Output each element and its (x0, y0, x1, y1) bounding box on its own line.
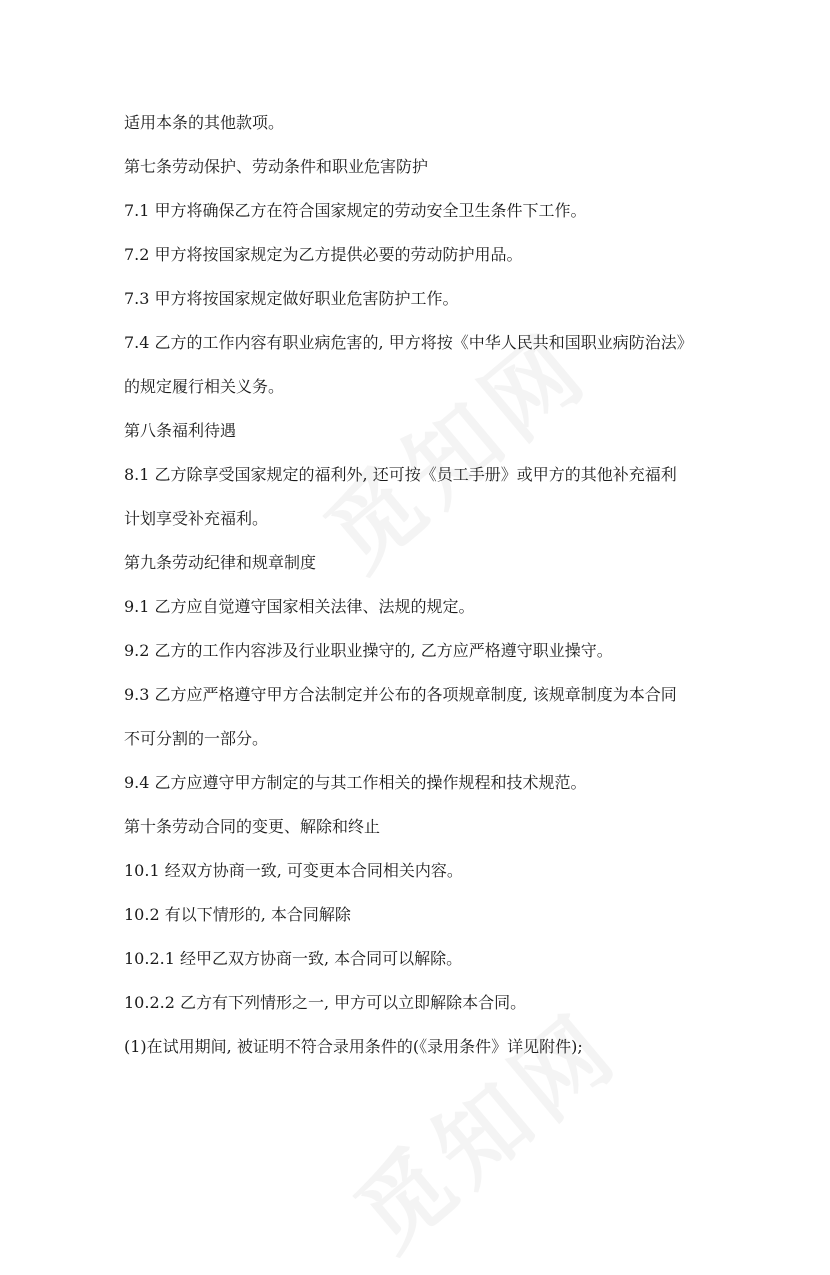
paragraph-line: 10.1 经双方协商一致, 可变更本合同相关内容。 (124, 861, 463, 880)
paragraph-line: 9.3 乙方应严格遵守甲方合法制定并公布的各项规章制度, 该规章制度为本合同 (124, 685, 677, 704)
paragraph-line: 的规定履行相关义务。 (124, 377, 285, 396)
section-heading: 第八条福利待遇 (124, 421, 237, 440)
paragraph-line: (1)在试用期间, 被证明不符合录用条件的(《录用条件》详见附件); (124, 1037, 583, 1056)
paragraph-line: 不可分割的一部分。 (124, 729, 269, 748)
section-heading: 第七条劳动保护、劳动条件和职业危害防护 (124, 157, 429, 176)
section-heading: 第十条劳动合同的变更、解除和终止 (124, 817, 381, 836)
paragraph-line: 7.1 甲方将确保乙方在符合国家规定的劳动安全卫生条件下工作。 (124, 201, 587, 220)
paragraph-line: 9.1 乙方应自觉遵守国家相关法律、法规的规定。 (124, 597, 475, 616)
paragraph-line: 计划享受补充福利。 (124, 509, 269, 528)
section-heading: 第九条劳动纪律和规章制度 (124, 553, 317, 572)
paragraph-line: 9.4 乙方应遵守甲方制定的与其工作相关的操作规程和技术规范。 (124, 773, 587, 792)
paragraph-line: 7.4 乙方的工作内容有职业病危害的, 甲方将按《中华人民共和国职业病防治法》 (124, 333, 693, 352)
paragraph-line: 7.3 甲方将按国家规定做好职业危害防护工作。 (124, 289, 459, 308)
paragraph-line: 10.2 有以下情形的, 本合同解除 (124, 905, 351, 924)
paragraph-line: 10.2.2 乙方有下列情形之一, 甲方可以立即解除本合同。 (124, 993, 527, 1012)
paragraph-line: 9.2 乙方的工作内容涉及行业职业操守的, 乙方应严格遵守职业操守。 (124, 641, 613, 660)
paragraph-line: 10.2.1 经甲乙双方协商一致, 本合同可以解除。 (124, 949, 463, 968)
paragraph-line: 8.1 乙方除享受国家规定的福利外, 还可按《员工手册》或甲方的其他补充福利 (124, 465, 677, 484)
paragraph-line: 适用本条的其他款项。 (124, 113, 285, 132)
paragraph-line: 7.2 甲方将按国家规定为乙方提供必要的劳动防护用品。 (124, 245, 523, 264)
watermark (323, 977, 642, 1275)
